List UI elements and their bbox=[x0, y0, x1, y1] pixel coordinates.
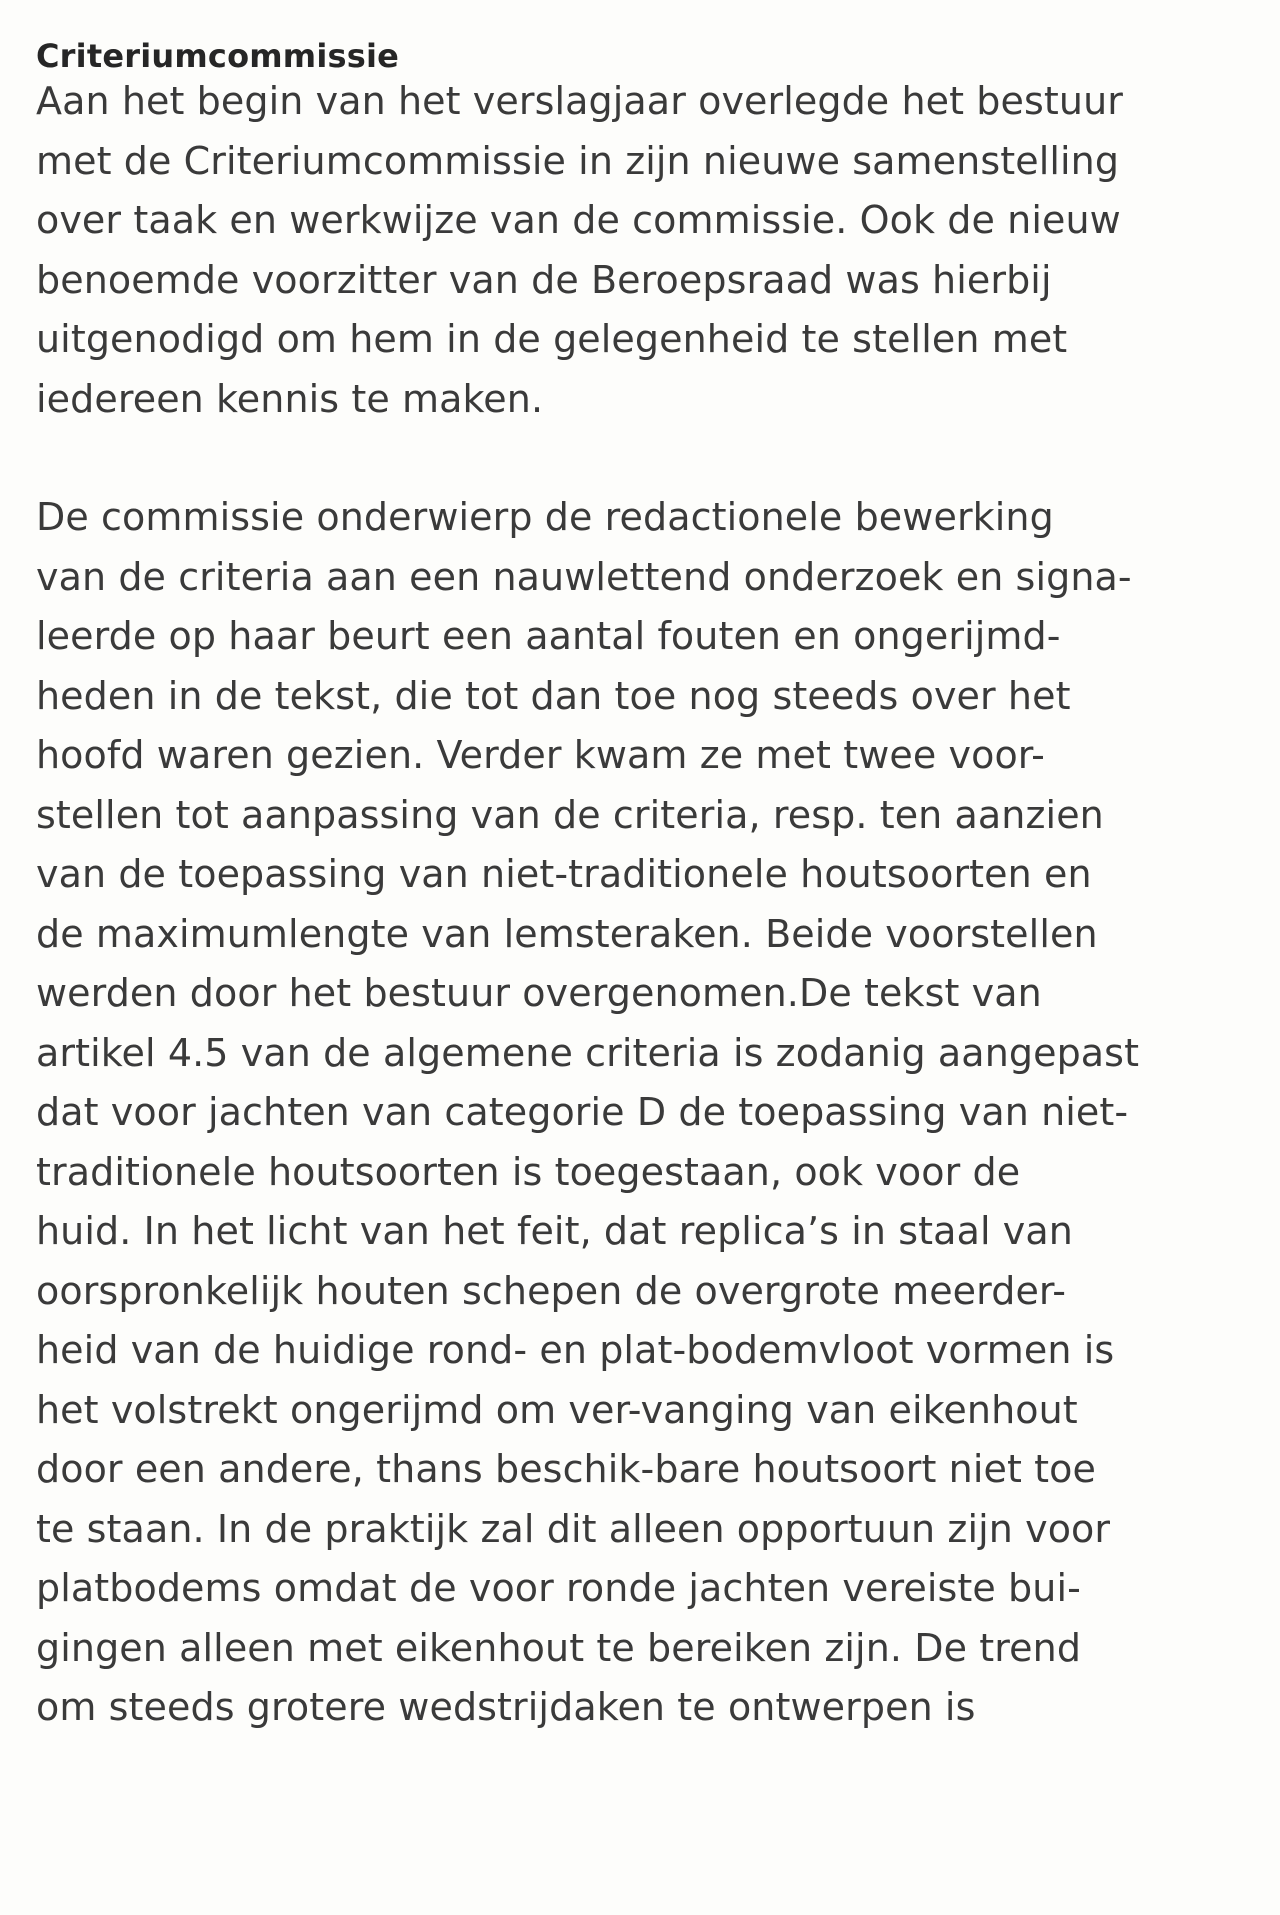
paragraph-1 bbox=[36, 72, 1236, 429]
text-line: Aan het begin van het verslagjaar overlegde het bestuur bbox=[36, 79, 1123, 123]
text-line: iedereen kennis te maken. bbox=[36, 376, 544, 421]
text-line: stellen tot aanpassing van de criteria, resp. ten aanzien bbox=[36, 792, 1104, 837]
text-line: het volstrekt ongerijmd om ver-vanging van eikenhout bbox=[36, 1387, 1078, 1432]
text-line: de maximumlengte van lemsteraken. Beide voorstellen bbox=[36, 911, 1098, 956]
text-line: leerde op haar beurt een aantal fouten en ongerijmd- bbox=[36, 614, 1061, 658]
document-page bbox=[36, 36, 1236, 1738]
text-line: over taak en werkwijze van de commissie. Ook de nieuw bbox=[36, 198, 1121, 242]
text-line: De commissie onderwierp de redactionele bewerking bbox=[36, 495, 1054, 539]
text-line: door een andere, thans beschik-bare houtsoort niet toe bbox=[36, 1447, 1097, 1491]
text-line: artikel 4.5 van de algemene criteria is zodanig aangepast bbox=[36, 1030, 1140, 1075]
text-line: te staan. In de praktijk zal dit alleen opportuun zijn voor bbox=[36, 1506, 1111, 1551]
text-line: gingen alleen met eikenhout te bereiken zijn. De trend bbox=[36, 1625, 1082, 1670]
text-line: traditionele houtsoorten is toegestaan, ook voor de bbox=[36, 1149, 1021, 1194]
text-line: dat voor jachten van categorie D de toepassing van niet- bbox=[36, 1090, 1129, 1134]
text-line: werden door het bestuur overgenomen.De tekst van bbox=[36, 971, 1042, 1015]
text-line: van de criteria aan een nauwlettend onderzoek en signa- bbox=[36, 554, 1132, 599]
text-line: platbodems omdat de voor ronde jachten vereiste bui- bbox=[36, 1566, 1081, 1610]
text-line: huid. In het licht van het feit, dat replica’s in staal van bbox=[36, 1209, 1073, 1253]
text-line: heid van de huidige rond- en plat-bodemvloot vormen is bbox=[36, 1328, 1115, 1372]
text-line: met de Criteriumcommissie in zijn nieuwe samenstelling bbox=[36, 138, 1120, 183]
text-line: benoemde voorzitter van de Beroepsraad was hierbij bbox=[36, 257, 1052, 302]
text-line: heden in de tekst, die tot dan toe nog steeds over het bbox=[36, 673, 1071, 718]
text-line: om steeds grotere wedstrijdaken te ontwerpen is bbox=[36, 1685, 976, 1729]
section-heading: Criteriumcommissie bbox=[36, 37, 400, 75]
text-line: oorspronkelijk houten schepen de overgrote meerder- bbox=[36, 1268, 1067, 1313]
text-line: uitgenodigd om hem in de gelegenheid te stellen met bbox=[36, 317, 1068, 361]
text-line: van de toepassing van niet-traditionele houtsoorten en bbox=[36, 852, 1092, 896]
paragraph-2 bbox=[36, 488, 1236, 1738]
text-line: hoofd waren gezien. Verder kwam ze met twee voor- bbox=[36, 733, 1045, 777]
